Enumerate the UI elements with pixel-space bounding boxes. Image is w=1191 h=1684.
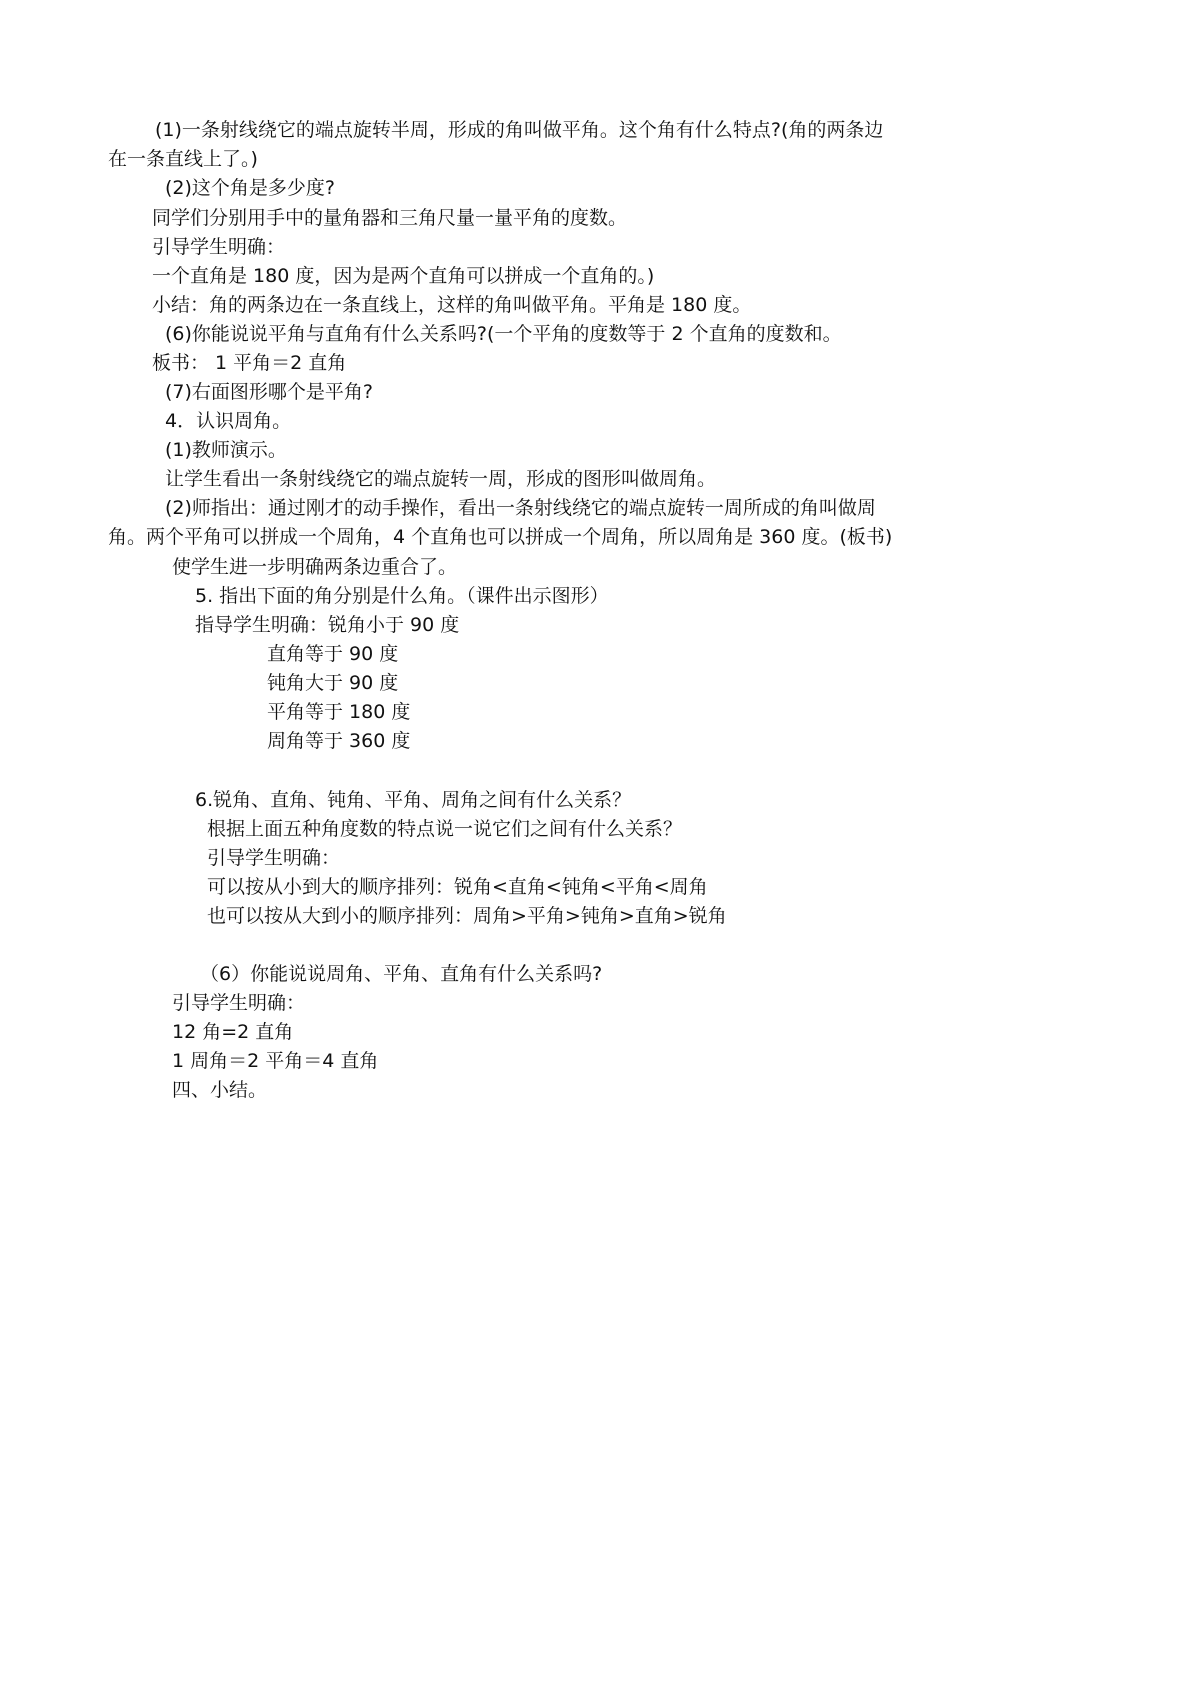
paragraph-line: （6）你能说说周角、平角、直角有什么关系吗? [200,963,603,985]
section-heading: 5. 指出下面的角分别是什么角。（课件出示图形） [195,585,609,607]
paragraph-line: 1 周角＝2 平角＝4 直角 [172,1050,379,1072]
paragraph-line: (1)教师演示。 [165,439,287,461]
paragraph-line: (7)右面图形哪个是平角? [165,381,373,403]
paragraph-line: 使学生进一步明确两条边重合了。 [172,556,458,578]
section-heading: 6.锐角、直角、钝角、平角、周角之间有什么关系？ [195,789,632,811]
paragraph-line: 板书： 1 平角＝2 直角 [152,352,347,374]
list-item: 周角等于 360 度 [267,730,411,752]
paragraph-line: 也可以按从大到小的顺序排列：周角>平角>钝角>直角>锐角 [207,905,727,927]
section-heading: 四、小结。 [172,1079,268,1101]
paragraph-line: 指导学生明确：锐角小于 90 度 [195,614,460,636]
paragraph-line: (2)这个角是多少度? [165,177,335,199]
paragraph-line: 小结：角的两条边在一条直线上，这样的角叫做平角。平角是 180 度。 [152,294,752,316]
paragraph-line: 一个直角是 180 度，因为是两个直角可以拼成一个直角的。) [152,265,655,287]
paragraph-line: (2)师指出：通过刚才的动手操作，看出一条射线绕它的端点旋转一周所成的角叫做周 [165,497,876,519]
paragraph-line: (1)一条射线绕它的端点旋转半周，形成的角叫做平角。这个角有什么特点?(角的两条边 [155,119,884,141]
paragraph-line: 引导学生明确： [207,847,341,869]
paragraph-line: (6)你能说说平角与直角有什么关系吗?(一个平角的度数等于 2 个直角的度数和。 [165,323,842,345]
paragraph-line: 根据上面五种角度数的特点说一说它们之间有什么关系？ [207,818,683,840]
paragraph-line: 让学生看出一条射线绕它的端点旋转一周，形成的图形叫做周角。 [165,468,717,490]
paragraph-line: 可以按从小到大的顺序排列：锐角<直角<钝角<平角<周角 [207,876,708,898]
paragraph-line: 引导学生明确： [152,236,286,258]
paragraph-line: 角。两个平角可以拼成一个周角，4 个直角也可以拼成一个周角，所以周角是 360 度。(板书) [108,526,893,548]
paragraph-line: 12 角=2 直角 [172,1021,294,1043]
paragraph-line: 引导学生明确： [172,992,306,1014]
paragraph-line: 在一条直线上了。) [108,148,258,170]
list-item: 钝角大于 90 度 [267,672,399,694]
list-item: 平角等于 180 度 [267,701,411,723]
section-heading: 4．认识周角。 [165,410,292,432]
paragraph-line: 同学们分别用手中的量角器和三角尺量一量平角的度数。 [152,207,628,229]
list-item: 直角等于 90 度 [267,643,399,665]
